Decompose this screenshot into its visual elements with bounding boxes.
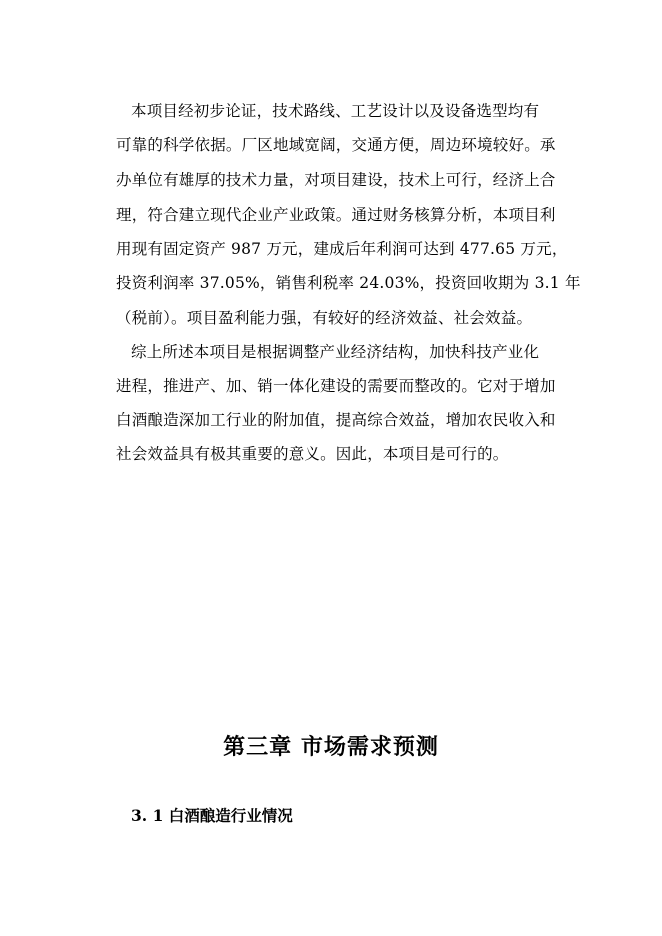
paragraph-1-line-6: 投资利润率 37.05%，销售利税率 24.03%，投资回收期为 3.1 年 <box>116 274 581 292</box>
paragraph-2-line-1: 综上所述本项目是根据调整产业经济结构，加快科技产业化 <box>131 343 540 361</box>
paragraph-1-line-2: 可靠的科学依据。厂区地域宽阔，交通方便，周边环境较好。承 <box>116 136 556 154</box>
paragraph-1-line-5: 用现有固定资产 987 万元，建成后年利润可达到 477.65 万元， <box>116 240 568 258</box>
paragraph-1-line-7: （税前）。项目盈利能力强，有较好的经济效益、社会效益。 <box>116 309 533 327</box>
chapter-title: 第三章 市场需求预测 <box>223 734 439 760</box>
paragraph-2-line-3: 白酒酿造深加工行业的附加值，提高综合效益，增加农民收入和 <box>116 411 556 429</box>
paragraph-1-line-1: 本项目经初步论证，技术路线、工艺设计以及设备选型均有 <box>131 102 540 120</box>
paragraph-1-line-4: 理，符合建立现代企业产业政策。通过财务核算分析，本项目利 <box>116 206 556 224</box>
paragraph-1-line-3: 办单位有雄厚的技术力量，对项目建设，技术上可行，经济上合 <box>116 171 556 189</box>
section-title: 3. 1 白酒酿造行业情况 <box>131 806 293 825</box>
paragraph-2-line-2: 进程，推进产、加、销一体化建设的需要而整改的。它对于增加 <box>116 377 556 395</box>
paragraph-2-line-4: 社会效益具有极其重要的意义。因此，本项目是可行的。 <box>116 445 509 463</box>
